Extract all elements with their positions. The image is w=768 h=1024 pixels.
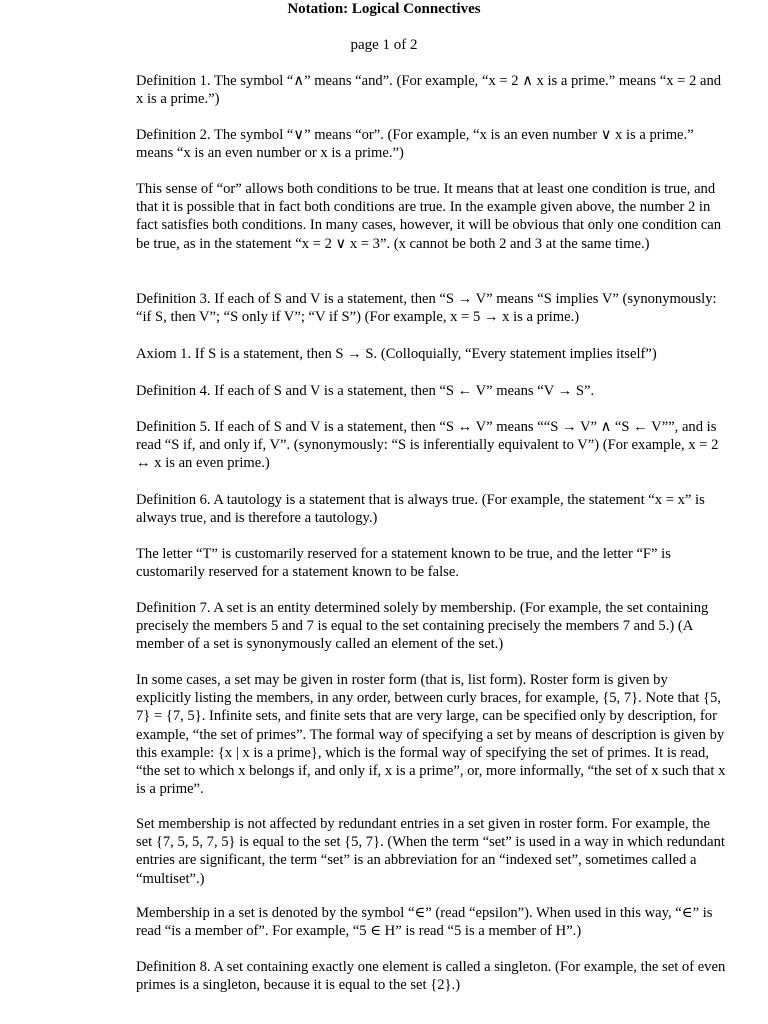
paragraph-definition-6: Definition 6. A tautology is a statement that is always true. (For example, the statement “x = x” is always true, and is therefore a tautology.) [136,492,705,527]
paragraph-definition-7: Definition 7. A set is an entity determined solely by membership. (For example, the set containing precisely the members 5 and 7 is equal to the set containing precisely the members 7 and 5.) (A member of a set is synonymously called an element of the set.) [136,600,709,653]
paragraph-or-explanation: This sense of “or” allows both conditions to be true. It means that at least one condition is true, and that it is possible that in fact both conditions are true. In the example given above, the number 2 in fact satisfies both conditions. In many cases, however, it will be obvious that only one condition can be true, as in the statement “x = 2 ∨ x = 3”. (x cannot be both 2 and 3 at the same time.) [136,181,722,252]
paragraph-definition-8: Definition 8. A set containing exactly one element is called a singleton. (For example, the set of even primes is a singleton, because it is equal to the set {2}.) [136,959,726,994]
page-number: page 1 of 2 [350,37,418,53]
paragraph-axiom-1: Axiom 1. If S is a statement, then S → S. (Colloquially, “Every statement implies itself”) [136,346,657,362]
paragraph-definition-3: Definition 3. If each of S and V is a statement, then “S → V” means “S implies V” (synonymously: “if S, then V”; “S only if V”; “V if S”) (For example, x = 5 → x is a prime.) [136,291,717,326]
paragraph-true-false-letters: The letter “T” is customarily reserved for a statement known to be true, and the letter “F” is customarily reserved for a statement known to be false. [136,546,671,581]
paragraph-definition-5: Definition 5. If each of S and V is a statement, then “S ↔ V” means ““S → V” ∧ “S ← V””, and is read “S if, and only if, V”. (synonymously: “S is inferentially equivalent to V”) (For example, x = 2 ↔ x is an even prime.) [136,419,719,472]
paragraph-roster-form: In some cases, a set may be given in roster form (that is, list form). Roster form is given by explicitly listing the members, in any order, between curly braces, for example, {5, 7}. Note that {5, 7} = {7, 5}. Infinite sets, and finite sets that are very large, can be specified only by description, for example, “the set of primes”. The formal way of specifying a set by means of description is given by this example: {x | x is a prime}, which is the formal way of specifying the set of primes. It is read, “the set to which x belongs if, and only if, x is a prime”, or, more informally, “the set of x such that x is a prime”. [136,672,726,798]
paragraph-membership-symbol: Membership in a set is denoted by the symbol “∈” (read “epsilon”). When used in this way, “∈” is read “is a member of”. For example, “5 ∈ H” is read “5 is a member of H”.) [136,905,713,940]
paragraph-definition-2: Definition 2. The symbol “∨” means “or”. (For example, “x is an even number ∨ x is a prime.” means “x is an even number or x is a prime.”) [136,127,694,162]
paragraph-set-membership-redundancy: Set membership is not affected by redundant entries in a set given in roster form. For example, the set {7, 5, 5, 7, 5} is equal to the set {5, 7}. (When the term “set” is used in a way in which redundant entries are significant, the term “set” is an abbreviation for an “indexed set”, sometimes called a “multiset”.) [136,816,725,887]
document-title: Notation: Logical Connectives [287,1,481,17]
paragraph-definition-1: Definition 1. The symbol “∧” means “and”. (For example, “x = 2 ∧ x is a prime.” means “x = 2 and x is a prime.”) [136,73,722,108]
paragraph-definition-4: Definition 4. If each of S and V is a statement, then “S ← V” means “V → S”. [136,383,595,399]
